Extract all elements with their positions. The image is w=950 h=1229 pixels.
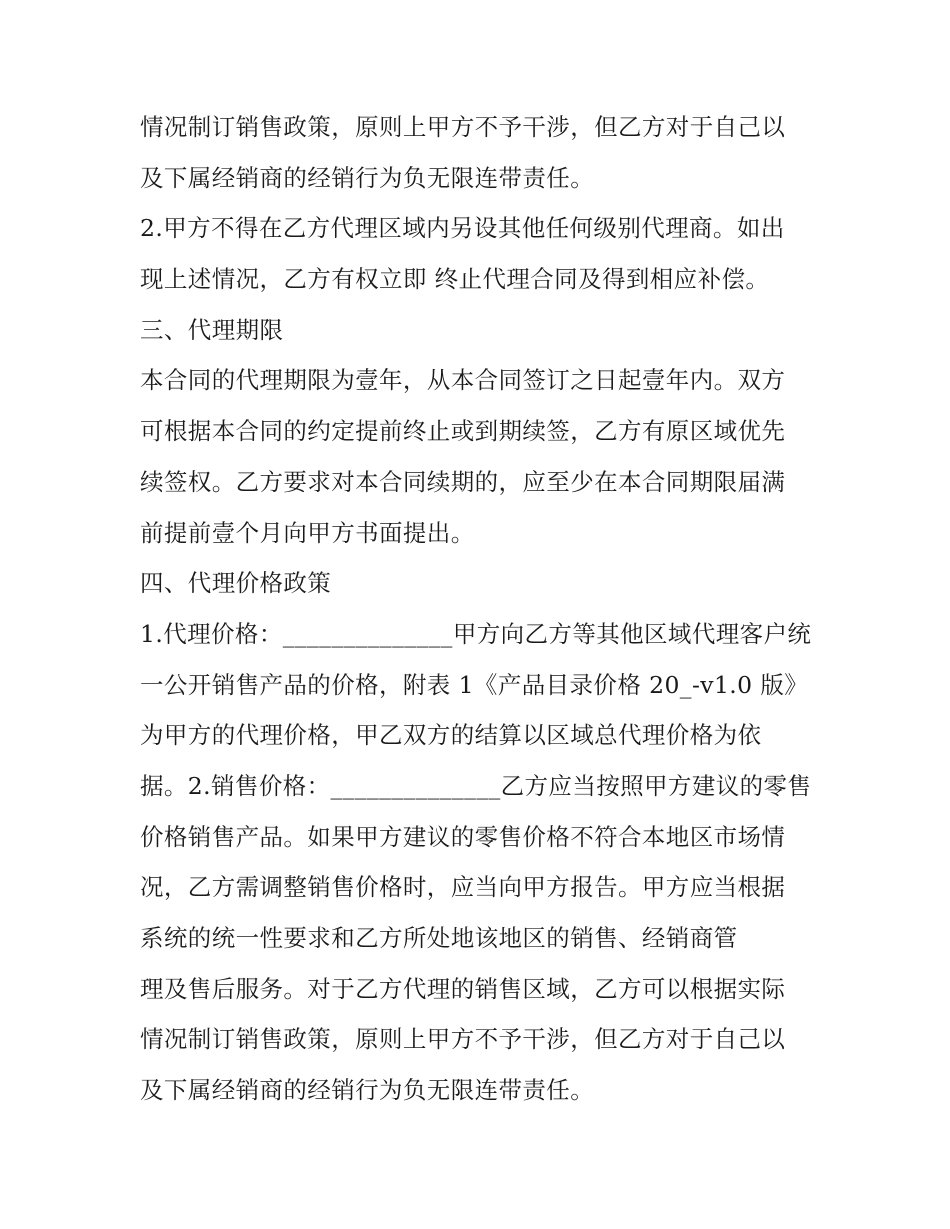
text-line: 系统的统一性要求和乙方所处地该地区的销售、经销商管: [140, 924, 738, 952]
text-line: 为甲方的代理价格，甲乙双方的结算以区域总代理价格为依: [140, 721, 762, 750]
text-line: 情况制订销售政策，原则上甲方不予干涉，但乙方对于自己以: [140, 113, 786, 141]
section-heading: 四、代理价格政策: [140, 569, 332, 598]
section-heading: 三、代理期限: [140, 315, 284, 344]
text-line: 据。2.销售价格：______________乙方应当按照甲方建议的零售: [140, 771, 812, 800]
text-line: 现上述情况，乙方有权立即 终止代理合同及得到相应补偿。: [140, 265, 770, 294]
text-line: 价格销售产品。如果甲方建议的零售价格不符合本地区市场情: [140, 822, 786, 851]
text-line: 前提前壹个月向甲方书面提出。: [140, 518, 475, 547]
text-line: 一公开销售产品的价格，附表 1《产品目录价格 20_-v1.0 版》: [140, 670, 809, 699]
text-line: 及下属经销商的经销行为负无限连带责任。: [140, 1076, 595, 1105]
text-line: 况，乙方需调整销售价格时，应当向甲方报告。甲方应当根据: [140, 873, 786, 902]
text-line: 本合同的代理期限为壹年，从本合同签订之日起壹年内。双方: [140, 366, 786, 395]
text-line: 可根据本合同的约定提前终止或到期续签，乙方有原区域优先: [140, 417, 786, 446]
text-line: 续签权。乙方要求对本合同续期的，应至少在本合同期限届满: [140, 467, 786, 496]
text-line: 1.代理价格：______________甲方向乙方等其他区域代理客户统: [140, 619, 812, 648]
text-line: 2.甲方不得在乙方代理区域内另设其他任何级别代理商。如出: [140, 214, 785, 243]
text-line: 理及售后服务。对于乙方代理的销售区域，乙方可以根据实际: [140, 974, 786, 1003]
text-line: 及下属经销商的经销行为负无限连带责任。: [140, 163, 595, 192]
document-body: [140, 102, 820, 1116]
text-line: 情况制订销售政策，原则上甲方不予干涉，但乙方对于自己以: [140, 1025, 786, 1054]
